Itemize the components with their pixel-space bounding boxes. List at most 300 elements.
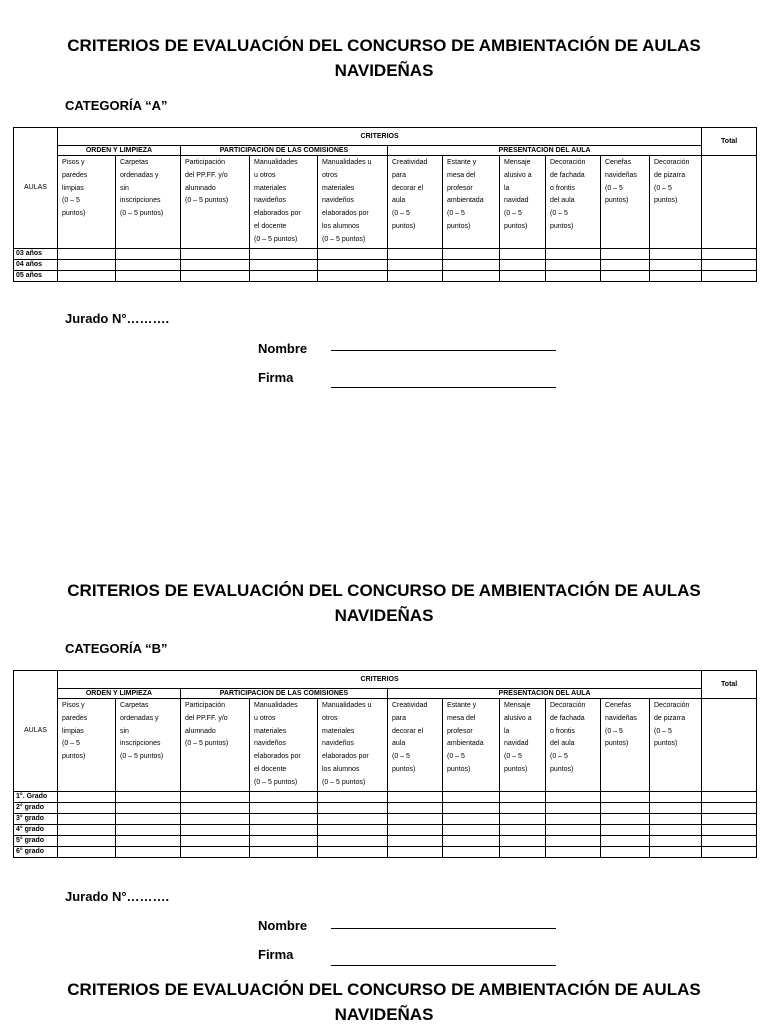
table-row (14, 791, 757, 802)
criterion-line: Carpetas (120, 702, 149, 709)
score-cell[interactable] (650, 791, 702, 802)
criterion-line: decorar el (392, 727, 424, 735)
criterios-header: CRITERIOS (58, 128, 702, 146)
score-cell[interactable] (546, 270, 601, 281)
group-header-presentacion: PRESENTACIÓN DEL AULA (388, 146, 702, 156)
score-cell[interactable] (601, 813, 650, 824)
criterion-cell (388, 699, 443, 792)
score-cell[interactable] (500, 824, 546, 835)
criterion-line: elaborados por (322, 753, 369, 761)
criterion-line: alusivo a (504, 714, 532, 722)
criterion-line: (0 – 5 (504, 210, 522, 218)
criterion-line: inscripciones (120, 740, 161, 748)
criterion-line: de fachada (550, 171, 585, 179)
criterion-line: puntos) (62, 210, 86, 218)
criterion-line: sin (120, 184, 129, 192)
score-cell[interactable] (702, 846, 757, 857)
row-label: 05 años (14, 270, 58, 281)
score-cell[interactable] (116, 248, 181, 259)
score-cell[interactable] (250, 846, 318, 857)
score-cell[interactable] (443, 813, 500, 824)
score-cell[interactable] (500, 835, 546, 846)
form-b-firma-label: Firma (258, 947, 294, 962)
score-cell[interactable] (318, 824, 388, 835)
criterion-line: navideños (322, 740, 354, 748)
criterion-line: navidad (504, 197, 529, 205)
score-cell[interactable] (702, 802, 757, 813)
criterion-line: navideños (254, 197, 286, 205)
criterion-line: puntos) (654, 740, 678, 748)
criterion-line: el docente (254, 222, 287, 230)
score-cell[interactable] (443, 270, 500, 281)
table-row (14, 835, 757, 846)
criterion-line: otros (322, 171, 338, 179)
score-cell[interactable] (318, 813, 388, 824)
score-cell[interactable] (116, 824, 181, 835)
criterion-line: materiales (254, 184, 287, 192)
criterion-cell (650, 699, 702, 792)
score-cell[interactable] (388, 824, 443, 835)
criterion-line: de pizarra (654, 714, 686, 722)
criterion-line: (0 – 5 (447, 753, 465, 761)
criterion-line: puntos) (447, 765, 471, 773)
criterion-line: ambientada (447, 740, 484, 748)
score-cell[interactable] (601, 846, 650, 857)
score-cell[interactable] (58, 259, 116, 270)
score-cell[interactable] (250, 259, 318, 270)
form-b-nombre-line[interactable] (331, 928, 556, 929)
criterion-line: paredes (62, 714, 88, 722)
form-b-jurado-label: Jurado N°………. (65, 889, 170, 904)
total-header-blank (702, 156, 757, 249)
form-a-title-line2: NAVIDEÑAS (334, 61, 434, 80)
score-cell[interactable] (116, 270, 181, 281)
form-c-title-line2: NAVIDEÑAS (334, 1005, 434, 1024)
table-row (14, 248, 757, 259)
criterion-line: la (504, 184, 510, 192)
score-cell[interactable] (601, 270, 650, 281)
criterion-line: Decoración (550, 702, 586, 709)
criterion-line: del PP.FF. y/o (185, 171, 228, 179)
score-cell[interactable] (181, 791, 250, 802)
table-row (14, 813, 757, 824)
criterion-cell (650, 156, 702, 249)
criterion-line: alusivo a (504, 171, 532, 179)
score-cell[interactable] (250, 248, 318, 259)
score-cell[interactable] (601, 835, 650, 846)
score-cell[interactable] (650, 835, 702, 846)
criterion-line: profesor (447, 727, 473, 735)
criterion-line: materiales (322, 184, 355, 192)
criterion-line: (0 – 5 (605, 184, 623, 192)
criterion-line: decorar el (392, 184, 424, 192)
score-cell[interactable] (181, 248, 250, 259)
score-cell[interactable] (58, 791, 116, 802)
criterion-line: puntos) (605, 197, 629, 205)
row-label: 1°. Grado (14, 791, 58, 802)
score-cell[interactable] (702, 813, 757, 824)
score-cell[interactable] (601, 802, 650, 813)
form-a-firma-label: Firma (258, 370, 294, 385)
score-cell[interactable] (702, 248, 757, 259)
criterion-line: materiales (254, 727, 287, 735)
criterion-line: del aula (550, 740, 575, 748)
criterion-line: (0 – 5 puntos) (322, 778, 366, 786)
criterion-line: o frontis (550, 727, 575, 735)
criterion-line: Participación (185, 159, 226, 166)
score-cell[interactable] (702, 259, 757, 270)
table-row (14, 846, 757, 857)
criterion-line: (0 – 5 (447, 210, 465, 218)
criterion-line: Mensaje (504, 159, 531, 166)
form-b-firma-line[interactable] (331, 965, 556, 966)
score-cell[interactable] (58, 802, 116, 813)
criterion-line: limpias (62, 727, 84, 735)
score-cell[interactable] (318, 791, 388, 802)
criterion-line: (0 – 5 (550, 753, 568, 761)
criterion-line: (0 – 5 puntos) (322, 235, 366, 243)
criterion-line: puntos) (605, 740, 629, 748)
criterion-line: navideños (322, 197, 354, 205)
score-cell[interactable] (500, 248, 546, 259)
criterion-line: puntos) (447, 222, 471, 230)
score-cell[interactable] (702, 791, 757, 802)
criterion-line: paredes (62, 171, 88, 179)
score-cell[interactable] (702, 824, 757, 835)
criterion-cell (318, 156, 388, 249)
form-c-title-line1: CRITERIOS DE EVALUACIÓN DEL CONCURSO DE AMBIENTACIÓN DE AULAS (67, 980, 701, 999)
criterion-line: puntos) (550, 765, 574, 773)
table-row (14, 259, 757, 270)
criterion-cell (250, 156, 318, 249)
form-b-category: CATEGORÍA “B” (65, 641, 168, 656)
score-cell[interactable] (388, 846, 443, 857)
criterion-line: navidad (504, 740, 529, 748)
criterion-line: aula (392, 197, 406, 205)
criterion-line: mesa del (447, 714, 476, 722)
criterion-line: elaborados por (254, 210, 301, 218)
criterion-cell (443, 699, 500, 792)
form-a-firma-line[interactable] (331, 387, 556, 388)
criterion-line: Carpetas (120, 159, 149, 166)
criterion-line: ordenadas y (120, 171, 159, 179)
score-cell[interactable] (388, 791, 443, 802)
row-label: 6° grado (14, 846, 58, 857)
criterion-line: del aula (550, 197, 575, 205)
criterion-line: ambientada (447, 197, 484, 205)
criterion-cell (181, 156, 250, 249)
score-cell[interactable] (116, 791, 181, 802)
score-cell[interactable] (546, 259, 601, 270)
criterion-line: navideños (254, 740, 286, 748)
score-cell[interactable] (58, 248, 116, 259)
score-cell[interactable] (702, 835, 757, 846)
score-cell[interactable] (388, 270, 443, 281)
criterion-line: Participación (185, 702, 226, 709)
criterion-line: materiales (322, 727, 355, 735)
criterion-cell (546, 156, 601, 249)
score-cell[interactable] (500, 846, 546, 857)
criterion-line: Cenefas (605, 159, 632, 166)
criterion-cell (58, 156, 116, 249)
form-c-title (0, 977, 768, 1027)
score-cell[interactable] (181, 270, 250, 281)
score-cell[interactable] (650, 846, 702, 857)
form-a-nombre-line[interactable] (331, 350, 556, 351)
criterion-line: mesa del (447, 171, 476, 179)
score-cell[interactable] (318, 248, 388, 259)
criterion-line: elaborados por (322, 210, 369, 218)
score-cell[interactable] (500, 802, 546, 813)
score-cell[interactable] (650, 248, 702, 259)
criterion-line: el docente (254, 765, 287, 773)
score-cell[interactable] (601, 824, 650, 835)
table-row (14, 802, 757, 813)
score-cell[interactable] (116, 835, 181, 846)
criterion-line: de pizarra (654, 171, 686, 179)
group-header-presentacion: PRESENTACIÓN DEL AULA (388, 689, 702, 699)
group-header-participacion: PARTICIPACIÓN DE LAS COMISIONES (181, 146, 388, 156)
score-cell[interactable] (58, 824, 116, 835)
criterion-cell (500, 699, 546, 792)
score-cell[interactable] (250, 813, 318, 824)
criterion-line: Decoración (654, 702, 690, 709)
score-cell[interactable] (250, 270, 318, 281)
criterion-cell (250, 699, 318, 792)
criterion-line: Creatividad (392, 159, 428, 166)
criterion-line: (0 – 5 puntos) (185, 197, 229, 205)
form-b-title-line2: NAVIDEÑAS (334, 606, 434, 625)
criterion-line: para (392, 171, 407, 179)
criterion-line: (0 – 5 puntos) (185, 740, 229, 748)
score-cell[interactable] (546, 835, 601, 846)
score-cell[interactable] (58, 846, 116, 857)
criterion-line: inscripciones (120, 197, 161, 205)
criterion-line: de fachada (550, 714, 585, 722)
criterion-line: Manualidades (254, 159, 298, 166)
criterion-cell (601, 699, 650, 792)
group-header-orden: ORDEN Y LIMPIEZA (58, 146, 181, 156)
criterion-line: puntos) (504, 222, 528, 230)
score-cell[interactable] (250, 802, 318, 813)
table-row (14, 270, 757, 281)
criterion-line: Manualidades u (322, 702, 372, 709)
score-cell[interactable] (318, 846, 388, 857)
form-b-title (0, 578, 768, 628)
criterion-cell (443, 156, 500, 249)
score-cell[interactable] (58, 813, 116, 824)
score-cell[interactable] (250, 824, 318, 835)
criterion-line: limpias (62, 184, 84, 192)
score-cell[interactable] (250, 835, 318, 846)
criterion-line: Mensaje (504, 702, 531, 709)
score-cell[interactable] (546, 824, 601, 835)
score-cell[interactable] (546, 846, 601, 857)
criterion-line: (0 – 5 (392, 210, 410, 218)
criterion-line: navideñas (605, 171, 637, 179)
criterion-line: o frontis (550, 184, 575, 192)
criterion-line: puntos) (392, 222, 416, 230)
score-cell[interactable] (443, 248, 500, 259)
criterion-line: los alumnos (322, 222, 360, 230)
criterion-line: para (392, 714, 407, 722)
score-cell[interactable] (546, 813, 601, 824)
form-a-category: CATEGORÍA “A” (65, 98, 168, 113)
score-cell[interactable] (650, 270, 702, 281)
row-label: 4° grado (14, 824, 58, 835)
form-b-nombre-label: Nombre (258, 918, 308, 933)
table-row (14, 824, 757, 835)
group-header-orden: ORDEN Y LIMPIEZA (58, 689, 181, 699)
criterion-line: aula (392, 740, 406, 748)
row-label: 2° grado (14, 802, 58, 813)
total-header-blank (702, 699, 757, 792)
criterion-line: la (504, 727, 510, 735)
criterion-line: navideñas (605, 714, 637, 722)
score-cell[interactable] (318, 270, 388, 281)
score-cell[interactable] (443, 259, 500, 270)
score-cell[interactable] (650, 802, 702, 813)
form-a-title-line1: CRITERIOS DE EVALUACIÓN DEL CONCURSO DE AMBIENTACIÓN DE AULAS (67, 36, 701, 55)
score-cell[interactable] (58, 835, 116, 846)
row-label: 04 años (14, 259, 58, 270)
score-cell[interactable] (601, 791, 650, 802)
criterion-line: Pisos y (62, 159, 85, 166)
criterion-line: (0 – 5 puntos) (254, 235, 298, 243)
score-cell[interactable] (181, 824, 250, 835)
criterion-line: sin (120, 727, 129, 735)
criterion-line: puntos) (504, 765, 528, 773)
form-a-nombre-label: Nombre (258, 341, 308, 356)
aulas-header: AULAS (14, 128, 58, 249)
score-cell[interactable] (116, 259, 181, 270)
form-a-jurado-label: Jurado N°………. (65, 311, 170, 326)
score-cell[interactable] (601, 248, 650, 259)
criterion-line: (0 – 5 puntos) (254, 778, 298, 786)
score-cell[interactable] (443, 824, 500, 835)
form-a-title (0, 33, 768, 83)
score-cell[interactable] (318, 259, 388, 270)
criterion-line: Cenefas (605, 702, 632, 709)
score-cell[interactable] (443, 802, 500, 813)
score-cell[interactable] (443, 791, 500, 802)
criterion-cell (116, 699, 181, 792)
criterion-line: (0 – 5 (504, 753, 522, 761)
criterion-line: Estante y (447, 702, 477, 709)
total-header: Total (702, 128, 757, 156)
criterion-line: (0 – 5 (62, 197, 80, 205)
criterion-line: u otros (254, 714, 276, 722)
form-a-criteria-table (13, 127, 757, 282)
criterion-line: (0 – 5 puntos) (120, 753, 164, 761)
total-header: Total (702, 671, 757, 699)
criterion-line: Decoración (550, 159, 586, 166)
criterion-line: los alumnos (322, 765, 360, 773)
score-cell[interactable] (58, 270, 116, 281)
score-cell[interactable] (443, 835, 500, 846)
score-cell[interactable] (388, 835, 443, 846)
criterion-line: otros (322, 714, 338, 722)
aulas-header: AULAS (14, 671, 58, 792)
score-cell[interactable] (181, 846, 250, 857)
score-cell[interactable] (181, 813, 250, 824)
score-cell[interactable] (318, 802, 388, 813)
score-cell[interactable] (318, 835, 388, 846)
score-cell[interactable] (388, 813, 443, 824)
score-cell[interactable] (546, 248, 601, 259)
criterion-line: puntos) (62, 753, 86, 761)
score-cell[interactable] (650, 813, 702, 824)
criterion-line: (0 – 5 (654, 184, 672, 192)
score-cell[interactable] (500, 270, 546, 281)
criterion-line: profesor (447, 184, 473, 192)
score-cell[interactable] (500, 259, 546, 270)
form-b-title-line1: CRITERIOS DE EVALUACIÓN DEL CONCURSO DE AMBIENTACIÓN DE AULAS (67, 581, 701, 600)
score-cell[interactable] (546, 791, 601, 802)
row-label: 3° grado (14, 813, 58, 824)
criterion-line: alumnado (185, 727, 216, 735)
criterion-line: Manualidades (254, 702, 298, 709)
score-cell[interactable] (443, 846, 500, 857)
score-cell[interactable] (650, 824, 702, 835)
criterios-header: CRITERIOS (58, 671, 702, 689)
criterion-line: (0 – 5 puntos) (120, 210, 164, 218)
criterion-line: puntos) (392, 765, 416, 773)
criterion-line: del PP.FF. y/o (185, 714, 228, 722)
criterion-line: (0 – 5 (605, 727, 623, 735)
criterion-cell (318, 699, 388, 792)
form-b-criteria-table (13, 670, 757, 858)
criterion-cell (181, 699, 250, 792)
score-cell[interactable] (181, 259, 250, 270)
criterion-line: Manualidades u (322, 159, 372, 166)
criterion-line: elaborados por (254, 753, 301, 761)
score-cell[interactable] (116, 802, 181, 813)
score-cell[interactable] (181, 802, 250, 813)
score-cell[interactable] (500, 791, 546, 802)
score-cell[interactable] (181, 835, 250, 846)
score-cell[interactable] (116, 846, 181, 857)
score-cell[interactable] (500, 813, 546, 824)
criterion-line: puntos) (654, 197, 678, 205)
criterion-line: (0 – 5 (62, 740, 80, 748)
row-label: 03 años (14, 248, 58, 259)
score-cell[interactable] (388, 259, 443, 270)
criterion-line: (0 – 5 (654, 727, 672, 735)
criterion-cell (500, 156, 546, 249)
criterion-line: (0 – 5 (550, 210, 568, 218)
score-cell[interactable] (250, 791, 318, 802)
score-cell[interactable] (546, 802, 601, 813)
group-header-participacion: PARTICIPACIÓN DE LAS COMISIONES (181, 689, 388, 699)
criterion-line: Decoración (654, 159, 690, 166)
criterion-line: ordenadas y (120, 714, 159, 722)
criterion-cell (601, 156, 650, 249)
criterion-cell (546, 699, 601, 792)
criterion-line: Estante y (447, 159, 477, 166)
criterion-line: alumnado (185, 184, 216, 192)
score-cell[interactable] (388, 248, 443, 259)
criterion-cell (58, 699, 116, 792)
criterion-line: puntos) (550, 222, 574, 230)
score-cell[interactable] (650, 259, 702, 270)
score-cell[interactable] (388, 802, 443, 813)
score-cell[interactable] (601, 259, 650, 270)
criterion-line: (0 – 5 (392, 753, 410, 761)
score-cell[interactable] (702, 270, 757, 281)
criterion-cell (116, 156, 181, 249)
score-cell[interactable] (116, 813, 181, 824)
